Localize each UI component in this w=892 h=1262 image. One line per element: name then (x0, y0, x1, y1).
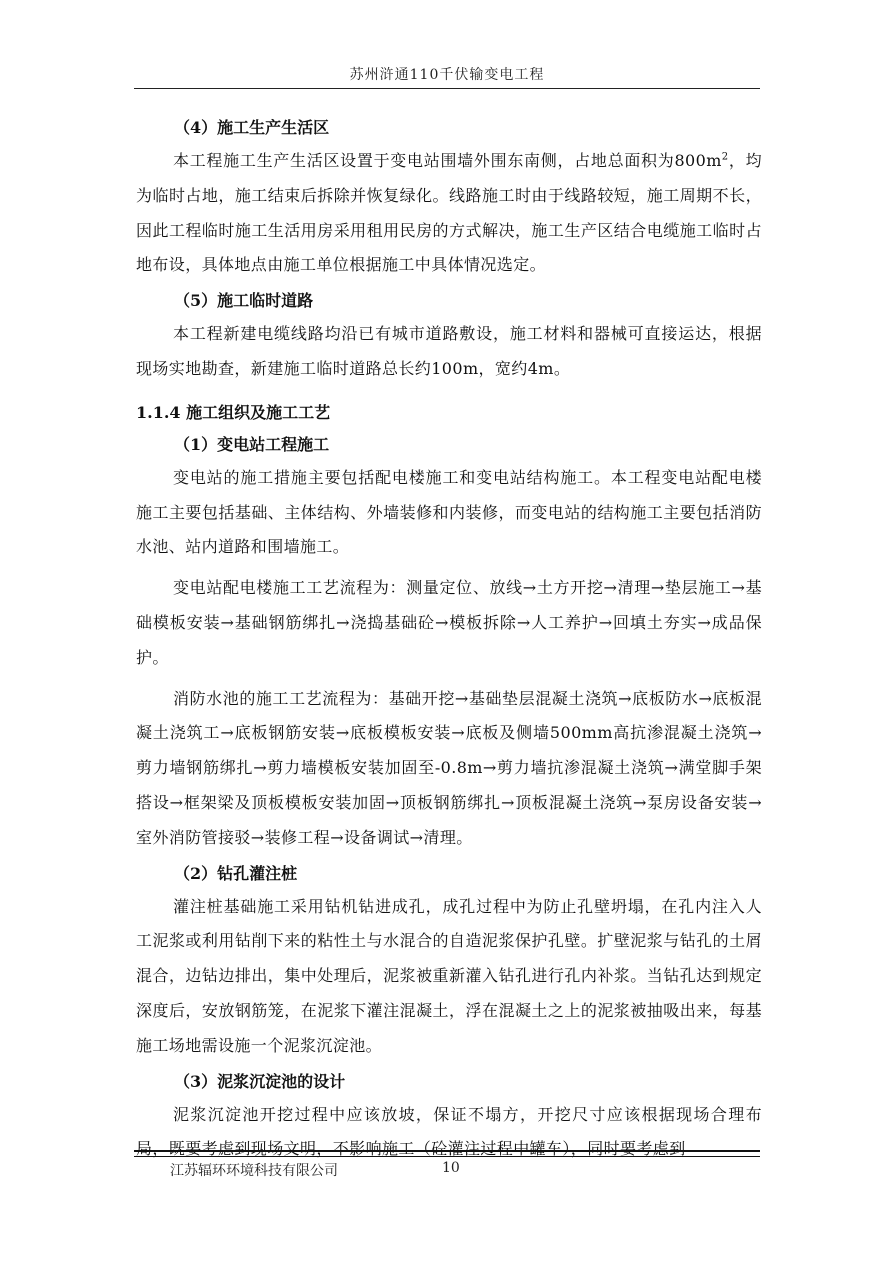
superscript: 2 (721, 151, 729, 163)
paragraph-bored-pile: 灌注桩基础施工采用钻机钻进成孔，成孔过程中为防止孔壁坍塌，在孔内注入人工泥浆或利用钻削下来的粘性土与水混合的自造泥浆保护孔壁。扩壁泥浆与钻孔的土屑混合，边钻边排出，集中处理后，泥浆被重新灌入钻孔进行孔内补浆。当钻孔达到规定深度后，安放钢筋笼，在泥浆下灌注混凝土，浮在混凝土之上的泥浆被抽吸出来，每基施工场地需设施一个泥浆沉淀池。 (136, 896, 762, 1055)
document-body (136, 110, 762, 1173)
footer-rule (134, 1150, 760, 1157)
paragraph-sedimentation-tank: 泥浆沉淀池开挖过程中应该放坡，保证不塌方，开挖尺寸应该根据现场合理布局，既要考虑到现场文明，不影响施工（砼灌注过程中罐车），同时要考虑到 (136, 1104, 762, 1159)
footer-company: 江苏辐环环境科技有限公司 (170, 1163, 338, 1179)
paragraph-temporary-road: 本工程新建电缆线路均沿已有城市道路敷设，施工材料和器械可直接运达，根据现场实地勘查，新建施工临时道路总长约100m，宽约4m。 (136, 324, 762, 378)
header-rule (134, 88, 760, 89)
heading-sedimentation-tank: （3）泥浆沉淀池的设计 (174, 1071, 346, 1091)
paragraph-living-area: 本工程施工生产生活区设置于变电站围墙外围东南侧，占地总面积为$800m^2$，均为临时占地，施工结束后拆除并恢复绿化。线路施工时由于线路较短，施工周期不长，因此工程临时施工生活用房采用租用民房的方式解决，施工生产区结合电缆施工临时占地布设，具体地点由施工单位根据施工中具体情况选定。 (136, 151, 762, 275)
heading-temporary-road: （5）施工临时道路 (174, 291, 314, 311)
heading-construction-living-area: （4）施工生产生活区 (174, 118, 330, 137)
paragraph-substation-measures: 变电站的施工措施主要包括配电楼施工和变电站结构施工。本工程变电站配电楼施工主要包括基础、主体结构、外墙装修和内装修，而变电站的结构施工主要包括消防水池、站内道路和围墙施工。 (136, 467, 762, 557)
heading-substation-construction: （1）变电站工程施工 (174, 434, 330, 454)
page-number: 10 (442, 1160, 460, 1176)
section-heading-organization: 1.1.4 施工组织及施工工艺 (136, 402, 331, 422)
paragraph-fire-pool-process: 消防水池的施工工艺流程为：基础开挖→基础垫层混凝土浇筑→底板防水→底板混凝土浇筑工→底板钢筋安装→底板模板安装→底板及侧墙500mm高抗渗混凝土浇筑→剪力墙钢筋绑扎→剪力墙模板安装加固至-0.8m→剪力墙抗渗混凝土浇筑→满堂脚手架搭设→框架梁及顶板模板安装加固→顶板钢筋绑扎→顶板混凝土浇筑→泵房设备安装→室外消防管接驳→装修工程→设备调试→清理。 (136, 688, 762, 847)
heading-bored-pile: （2）钻孔灌注桩 (174, 863, 298, 883)
paragraph-distribution-building-process: 变电站配电楼施工工艺流程为：测量定位、放线→土方开挖→清理→垫层施工→基础模板安装→基础钢筋绑扎→浇捣基础砼→模板拆除→人工养护→回填土夯实→成品保护。 (136, 578, 762, 667)
page-header: 苏州浒通110千伏输变电工程 (349, 67, 545, 83)
